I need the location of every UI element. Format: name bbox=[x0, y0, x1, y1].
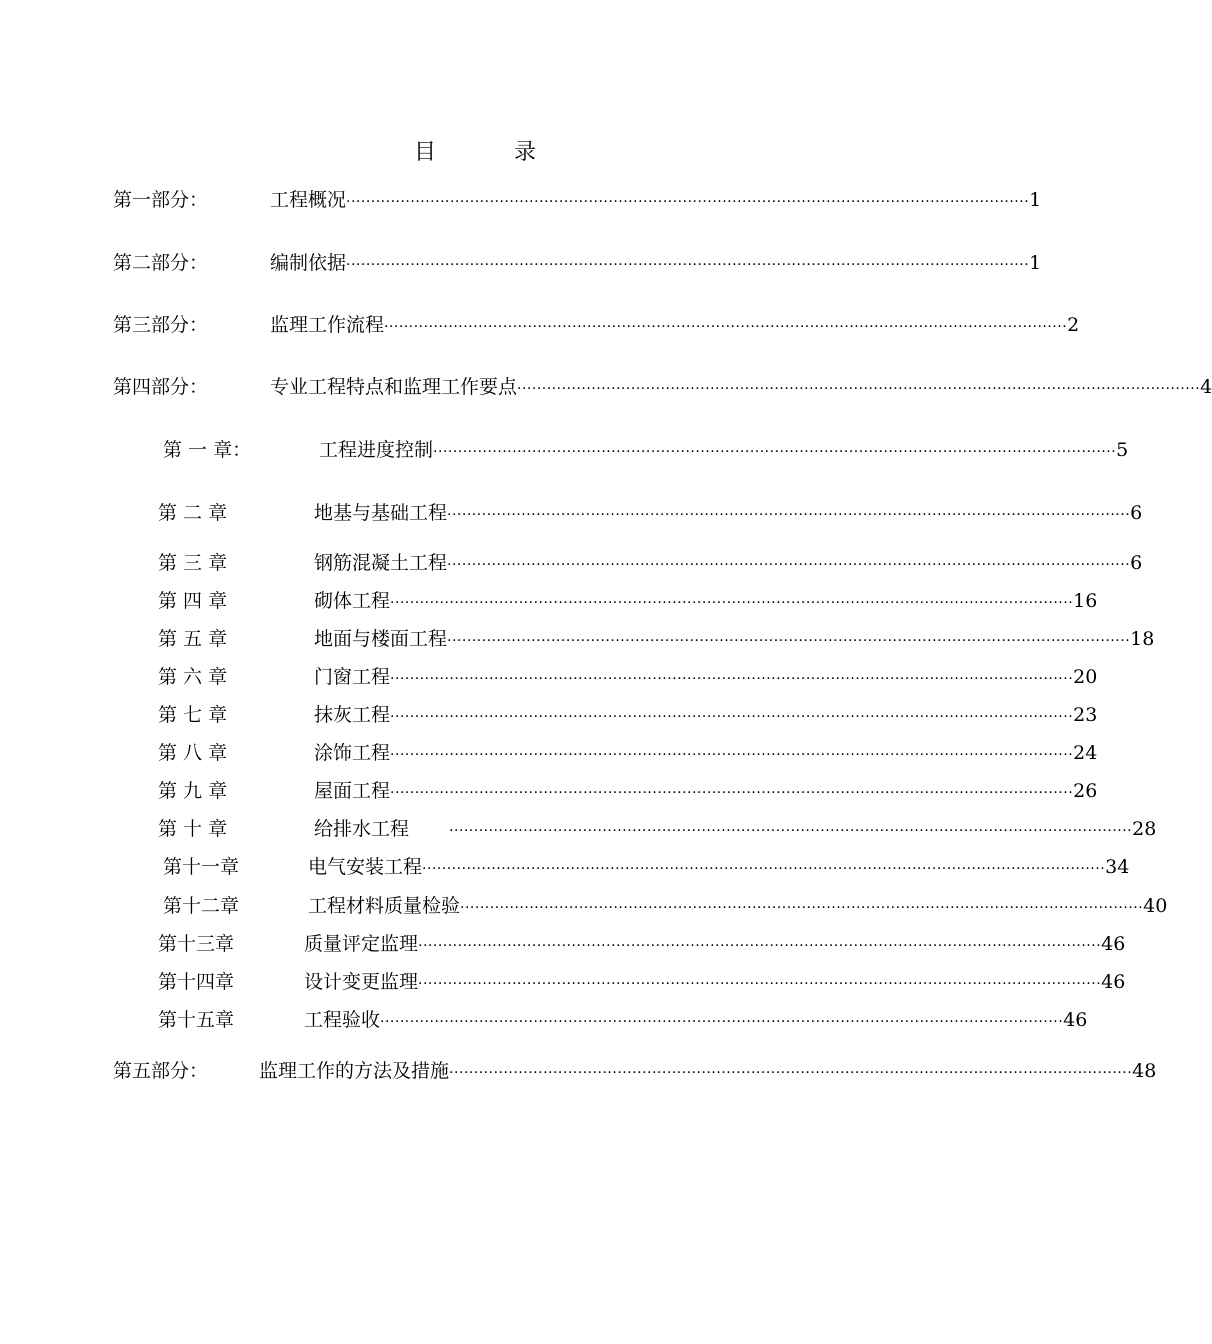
dot-leader: ·········································································································································· bbox=[346, 194, 1030, 210]
entry-label: 第十四章 bbox=[158, 971, 235, 993]
toc-entry[interactable] bbox=[113, 311, 1080, 339]
entry-page: 46 bbox=[1101, 971, 1126, 993]
entry-page: 20 bbox=[1073, 666, 1098, 688]
dot-leader: ·········································································································································· bbox=[390, 747, 1074, 763]
toc-entry[interactable] bbox=[158, 739, 1098, 767]
entry-page: 46 bbox=[1063, 1009, 1088, 1031]
entry-label: 第一部分： bbox=[113, 189, 209, 211]
toc-entry[interactable] bbox=[113, 249, 1042, 277]
dot-leader: ·········································································································································· bbox=[380, 1014, 1064, 1030]
toc-title-right: 录 bbox=[514, 140, 537, 165]
entry-page: 34 bbox=[1105, 856, 1130, 878]
entry-page: 16 bbox=[1073, 590, 1098, 612]
toc-entry[interactable] bbox=[158, 587, 1098, 615]
toc-entry[interactable] bbox=[113, 1057, 1157, 1085]
toc-entry[interactable] bbox=[158, 663, 1098, 691]
entry-label: 第 九 章 bbox=[158, 780, 228, 802]
toc-entry[interactable] bbox=[158, 815, 1157, 843]
dot-leader: ·········································································································································· bbox=[346, 257, 1030, 273]
dot-leader: ·········································································································································· bbox=[390, 709, 1074, 725]
entry-name: 屋面工程 bbox=[314, 780, 391, 802]
entry-page: 6 bbox=[1130, 552, 1143, 574]
entry-name: 地基与基础工程 bbox=[314, 502, 448, 524]
toc-entry[interactable] bbox=[158, 625, 1155, 653]
entry-label: 第 十 章 bbox=[158, 818, 228, 840]
entry-name: 编制依据 bbox=[270, 252, 347, 274]
entry-name: 设计变更监理 bbox=[304, 971, 419, 993]
toc-entry[interactable] bbox=[158, 499, 1143, 527]
entry-label: 第二部分： bbox=[113, 252, 209, 274]
dot-leader: ·········································································································································· bbox=[447, 633, 1131, 649]
entry-name: 抹灰工程 bbox=[314, 704, 391, 726]
dot-leader: ·········································································································································· bbox=[390, 671, 1074, 687]
dot-leader: ·········································································································································· bbox=[390, 785, 1074, 801]
entry-name: 工程验收 bbox=[304, 1009, 381, 1031]
entry-name: 门窗工程 bbox=[314, 666, 391, 688]
entry-page: 4 bbox=[1200, 376, 1212, 398]
entry-name: 电气安装工程 bbox=[308, 856, 423, 878]
entry-page: 46 bbox=[1101, 933, 1126, 955]
toc-entry[interactable] bbox=[158, 777, 1098, 805]
entry-label: 第十三章 bbox=[158, 933, 235, 955]
entry-name: 给排水工程 bbox=[314, 818, 410, 840]
entry-page: 5 bbox=[1116, 439, 1129, 461]
entry-name: 专业工程特点和监理工作要点 bbox=[270, 376, 518, 398]
entry-page: 2 bbox=[1067, 314, 1080, 336]
entry-label: 第 八 章 bbox=[158, 742, 228, 764]
toc-entry[interactable] bbox=[158, 930, 1126, 958]
entry-name: 工程概况 bbox=[270, 189, 347, 211]
entry-name: 监理工作的方法及措施 bbox=[259, 1060, 450, 1082]
dot-leader: ·········································································································································· bbox=[449, 1065, 1133, 1081]
toc-entry[interactable] bbox=[158, 1006, 1088, 1034]
toc-entry[interactable] bbox=[113, 373, 1212, 401]
toc-entry[interactable] bbox=[163, 892, 1168, 920]
entry-label: 第 六 章 bbox=[158, 666, 228, 688]
entry-name: 工程进度控制 bbox=[319, 439, 434, 461]
entry-label: 第 三 章 bbox=[158, 552, 228, 574]
dot-leader: ·········································································································································· bbox=[447, 507, 1131, 523]
entry-page: 23 bbox=[1073, 704, 1098, 726]
toc-entry[interactable] bbox=[163, 436, 1129, 464]
dot-leader: ·········································································································································· bbox=[460, 900, 1144, 916]
entry-label: 第 一 章： bbox=[163, 439, 252, 461]
entry-label: 第五部分： bbox=[113, 1060, 209, 1082]
dot-leader: ·········································································································································· bbox=[422, 861, 1106, 877]
entry-page: 1 bbox=[1029, 189, 1042, 211]
toc-entry[interactable] bbox=[158, 968, 1126, 996]
dot-leader: ·········································································································································· bbox=[418, 938, 1102, 954]
entry-label: 第 四 章 bbox=[158, 590, 228, 612]
entry-label: 第四部分： bbox=[113, 376, 209, 398]
entry-label: 第十五章 bbox=[158, 1009, 235, 1031]
entry-name: 涂饰工程 bbox=[314, 742, 391, 764]
dot-leader: ·········································································································································· bbox=[418, 976, 1102, 992]
dot-leader: ·········································································································································· bbox=[447, 557, 1131, 573]
entry-name: 监理工作流程 bbox=[270, 314, 385, 336]
entry-label: 第 五 章 bbox=[158, 628, 228, 650]
entry-page: 48 bbox=[1132, 1060, 1157, 1082]
entry-name: 工程材料质量检验 bbox=[308, 895, 461, 917]
entry-page: 40 bbox=[1143, 895, 1168, 917]
entry-name: 砌体工程 bbox=[314, 590, 391, 612]
entry-page: 26 bbox=[1073, 780, 1098, 802]
toc-title bbox=[0, 135, 950, 166]
toc-entry[interactable] bbox=[113, 186, 1042, 214]
toc-title-left: 目 bbox=[413, 140, 436, 165]
entry-label: 第十一章 bbox=[163, 856, 240, 878]
entry-label: 第十二章 bbox=[163, 895, 240, 917]
dot-leader: ·········································································································································· bbox=[449, 823, 1133, 839]
entry-label: 第三部分： bbox=[113, 314, 209, 336]
toc-entry[interactable] bbox=[158, 549, 1143, 577]
dot-leader: ·········································································································································· bbox=[390, 595, 1074, 611]
entry-page: 28 bbox=[1132, 818, 1157, 840]
entry-name: 地面与楼面工程 bbox=[314, 628, 448, 650]
toc-entry[interactable] bbox=[163, 853, 1130, 881]
entry-label: 第 七 章 bbox=[158, 704, 228, 726]
dot-leader: ·········································································································································· bbox=[433, 444, 1117, 460]
entry-label: 第 二 章 bbox=[158, 502, 228, 524]
toc-entry[interactable] bbox=[158, 701, 1098, 729]
dot-leader: ·········································································································································· bbox=[384, 319, 1068, 335]
entry-page: 18 bbox=[1130, 628, 1155, 650]
entry-page: 6 bbox=[1130, 502, 1143, 524]
dot-leader: ·········································································································································· bbox=[517, 381, 1201, 397]
entry-name: 钢筋混凝土工程 bbox=[314, 552, 448, 574]
entry-name: 质量评定监理 bbox=[304, 933, 419, 955]
entry-page: 1 bbox=[1029, 252, 1042, 274]
entry-page: 24 bbox=[1073, 742, 1098, 764]
